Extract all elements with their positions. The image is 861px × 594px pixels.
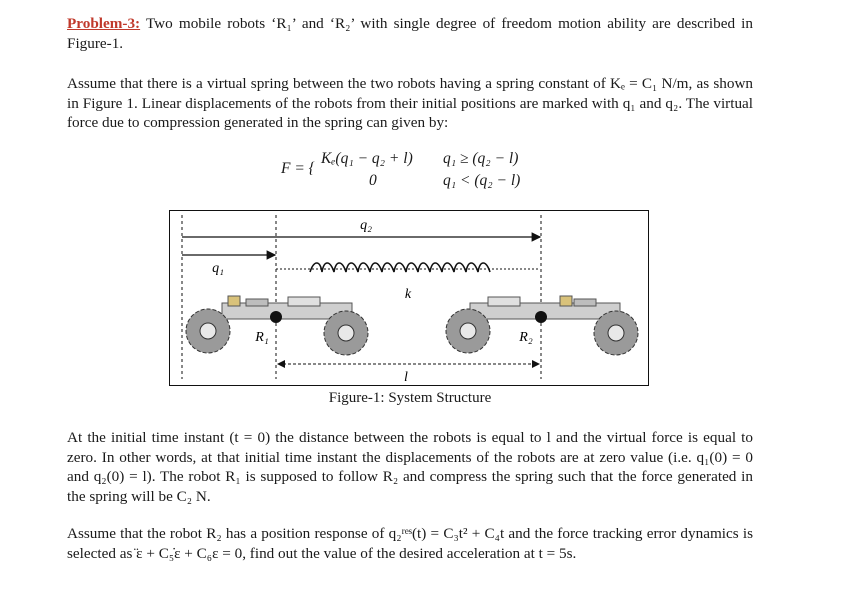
robot-r1 (186, 296, 368, 355)
problem-label: Problem-3: (67, 15, 141, 32)
virtual-spring (276, 263, 540, 272)
equation-case2-expr: 0 (369, 172, 377, 189)
equation-case1-cond: q₁ ≥ (q₂ − l) (443, 150, 519, 167)
figure-1 (169, 210, 649, 386)
equation-case1-expr: Kₑ(q₁ − q₂ + l) (321, 150, 413, 167)
equation-lhs: F = { (281, 160, 315, 177)
question: Assume that the robot R₂ has a position response of q₂ʳᵉˢ(t) = C₃t² + C₄t and the force tracking error dynamics is selected as ̈ε + C₅̇ε + C₆ε = 0, find out the value of the desired acceleration at t = 5s. (67, 525, 753, 562)
initial-conditions: At the initial time instant (t = 0) the distance between the robots is equal to l and the virtual force is equal to zero. In other words, at that initial time instant the displacements of the robots are at zero value (i.e. q₁(0) = 0 and q₂(0) = l). The robot R₁ is supposed to follow R₂ and compress the spring such that the force generated in the spring will be C₂ N. (67, 429, 753, 505)
l-label: l (404, 370, 408, 384)
figure-caption: Figure-1: System Structure (328, 390, 492, 406)
q2-label: q₂ (360, 218, 372, 233)
equation-case2-cond: q₁ < (q₂ − l) (443, 172, 521, 189)
system-diagram (170, 211, 647, 384)
q1-label: q₁ (212, 261, 224, 276)
r2-label: R₂ (519, 330, 533, 345)
robot-r2 (446, 296, 638, 355)
problem-statement (67, 14, 753, 53)
spring-description: Assume that there is a virtual spring between the two robots having a spring constant of Kₑ = C₁ N/m, as shown in Figure 1. Linear displacements of the robots from their initial positions are marked with q₁ and q₂. The virtual force due to compression generated in the spring can given by: (67, 75, 753, 131)
problem-intro: Two mobile robots ‘R₁’ and ‘R₂’ with single degree of freedom motion ability are described in Figure-1. (67, 15, 753, 52)
k-label: k (404, 287, 412, 302)
r1-label: R₁ (255, 330, 269, 345)
